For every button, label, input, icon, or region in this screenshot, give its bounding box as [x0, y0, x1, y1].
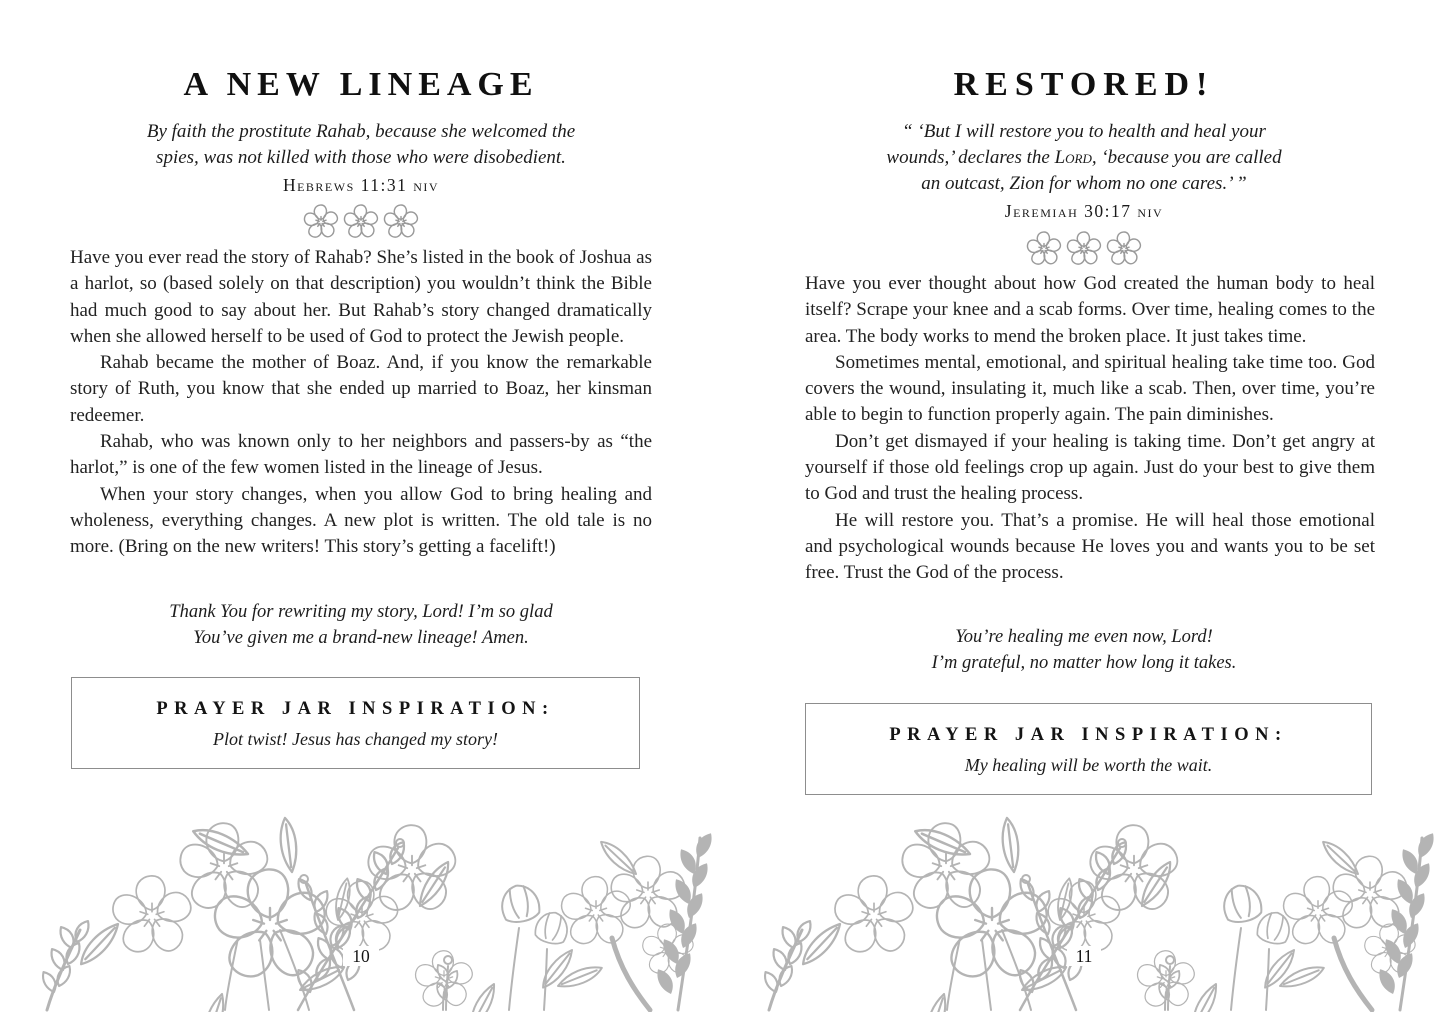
right-page	[723, 0, 1445, 1012]
prayer-line: You’re healing me even now, Lord!	[955, 627, 1213, 647]
scripture-quote	[723, 119, 1445, 197]
paragraph: He will restore you. That’s a promise. He will heal those emotional and psychological wounds because He loves you and wants you to be set free. Trust the God of the process.	[805, 509, 1375, 584]
paragraph: Sometimes mental, emotional, and spiritual healing take time too. God covers the wound, insulating it, much like a scab. Then, over time, you’re able to begin to function properly again. The pain diminishes.	[805, 351, 1375, 426]
prayer-text	[0, 599, 722, 651]
paragraph: Don’t get dismayed if your healing is taking time. Don’t get angry at yourself if those old feelings crop up again. Just do your best to give them to God and trust the healing process.	[805, 430, 1375, 505]
paragraph: Rahab became the mother of Boaz. And, if you know the remarkable story of Ruth, you know that she ended up married to Boaz, her kinsman redeemer.	[70, 352, 652, 426]
page-number: 10	[0, 946, 722, 967]
page-title: RESTORED!	[953, 66, 1215, 103]
scripture-quote	[0, 119, 722, 171]
paragraph: When your story changes, when you allow God to bring healing and wholeness, everything changes. A new plot is written. The old tale is no more. (Bring on the new writers! This story’s getting a facelift!)	[70, 483, 652, 558]
prayer-jar-heading: PRAYER JAR INSPIRATION:	[889, 725, 1288, 745]
lord-small-caps: Lord	[1054, 147, 1092, 168]
flower-ornament-icon	[723, 230, 1445, 271]
paragraph: Have you ever thought about how God created the human body to heal itself? Scrape your knee and a scab forms. Over time, healing comes to the area. The body works to mend the broken place. It just takes time.	[805, 273, 1375, 347]
prayer-jar-text: Plot twist! Jesus has changed my story!	[213, 729, 498, 749]
devotional-text	[70, 245, 652, 561]
quote-line: an outcast, Zion for whom no one cares.’ ”	[921, 173, 1247, 194]
paragraph: Rahab, who was known only to her neighbors and passers-by as “the harlot,” is one of the few women listed in the lineage of Jesus.	[70, 431, 652, 479]
quote-line: wounds,’ declares the Lord, ‘because you are called	[886, 147, 1282, 168]
paragraph: Have you ever read the story of Rahab? She’s listed in the book of Joshua as a harlot, so (based solely on that description) you wouldn’t think the Bible had much good to say about her. But Rahab’s story changed dramatically when she allowed herself to be used of God to protect the Jewish people.	[70, 247, 652, 347]
scripture-reference: Jeremiah 30:17 niv	[1004, 201, 1164, 221]
quote-line: By faith the prostitute Rahab, because she welcomed the	[146, 121, 576, 142]
devotional-text	[805, 271, 1375, 587]
prayer-jar-text: My healing will be worth the wait.	[964, 755, 1213, 775]
prayer-jar-heading: PRAYER JAR INSPIRATION:	[156, 699, 555, 719]
prayer-jar-box	[805, 703, 1372, 795]
quote-line: spies, was not killed with those who were disobedient.	[156, 147, 566, 168]
prayer-line: You’ve given me a brand-new lineage! Amen.	[193, 628, 529, 648]
flower-ornament-icon	[0, 203, 722, 244]
prayer-line: I’m grateful, no matter how long it takes.	[931, 653, 1237, 673]
prayer-jar-box	[71, 677, 640, 769]
scripture-reference: Hebrews 11:31 niv	[282, 175, 440, 195]
quote-line: “ ‘But I will restore you to health and heal your	[902, 121, 1266, 142]
page-number: 11	[723, 946, 1445, 967]
left-page	[0, 0, 722, 1012]
page-title: A NEW LINEAGE	[183, 66, 539, 103]
prayer-text	[723, 624, 1445, 676]
prayer-line: Thank You for rewriting my story, Lord! I’m so glad	[169, 602, 553, 622]
